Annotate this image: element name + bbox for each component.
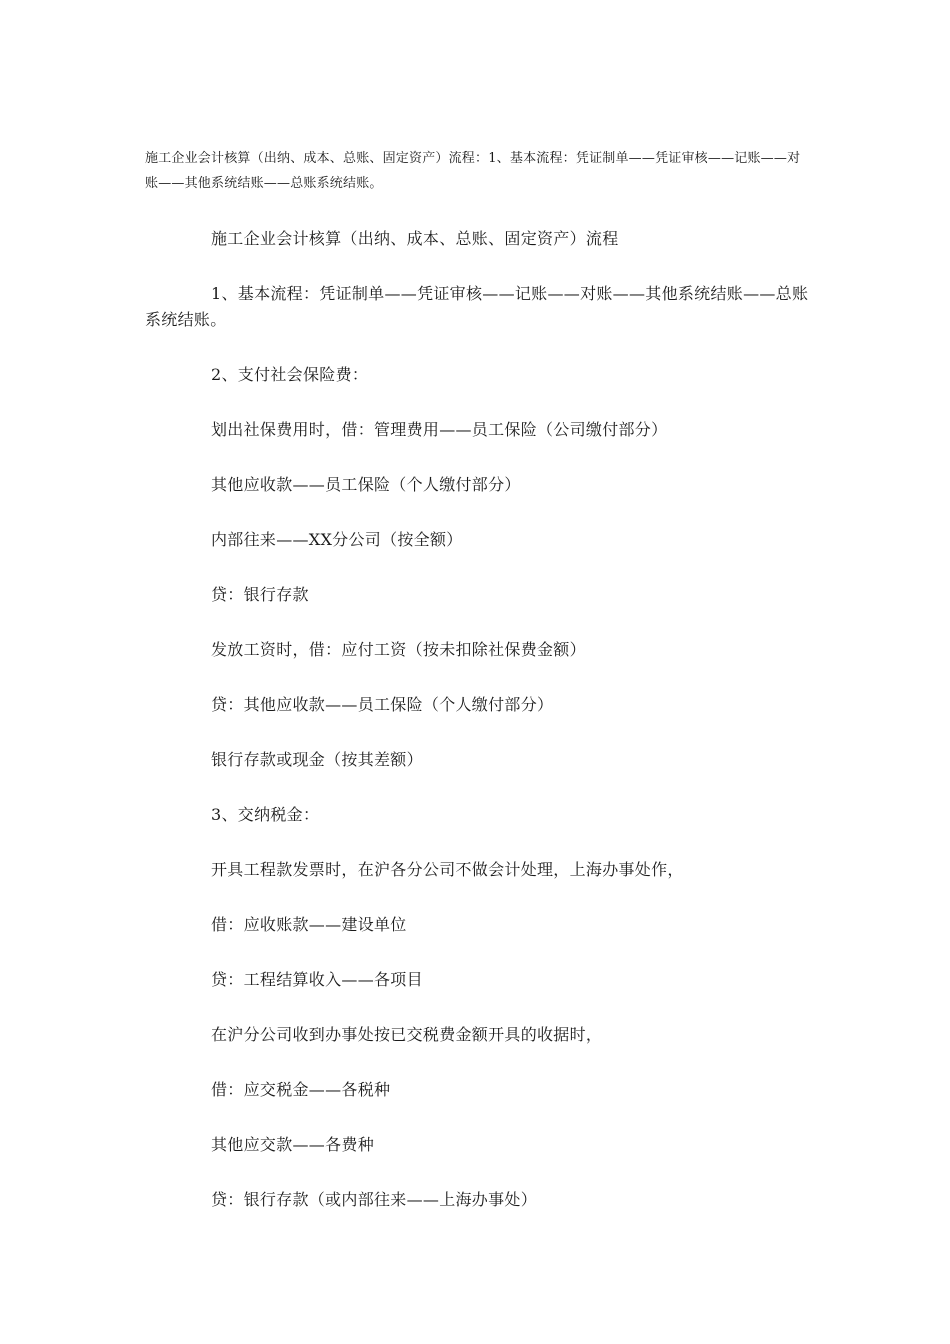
paragraph: 贷：工程结算收入——各项目 <box>211 970 423 989</box>
doc-title: 施工企业会计核算（出纳、成本、总账、固定资产）流程 <box>211 229 619 248</box>
paragraph: 贷：银行存款 <box>211 585 309 604</box>
paragraph: 开具工程款发票时，在沪各分公司不做会计处理，上海办事处作， <box>211 860 684 879</box>
summary-paragraph: 施工企业会计核算（出纳、成本、总账、固定资产）流程：1、基本流程：凭证制单——凭证审核——记账——对账——其他系统结账——总账系统结账。 <box>145 151 801 191</box>
document-body <box>145 226 810 1213</box>
paragraph: 借：应交税金——各税种 <box>211 1080 391 1099</box>
paragraph: 发放工资时，借：应付工资（按未扣除社保费金额） <box>211 640 586 659</box>
paragraph: 其他应收款——员工保险（个人缴付部分） <box>211 475 521 494</box>
section-basic-flow: 1、基本流程：凭证制单——凭证审核——记账——对账——其他系统结账——总账系统结账。 <box>145 284 809 329</box>
paragraph: 借：应收账款——建设单位 <box>211 915 407 934</box>
paragraph: 其他应交款——各费种 <box>211 1135 375 1154</box>
paragraph: 贷：银行存款（或内部往来——上海办事处） <box>211 1190 538 1209</box>
paragraph: 划出社保费用时，借：管理费用——员工保险（公司缴付部分） <box>211 420 668 439</box>
section-social-insurance: 2、支付社会保险费： <box>211 365 369 384</box>
paragraph: 贷：其他应收款——员工保险（个人缴付部分） <box>211 695 554 714</box>
paragraph: 在沪分公司收到办事处按已交税费金额开具的收据时， <box>211 1025 603 1044</box>
section-taxes: 3、交纳税金： <box>211 805 320 824</box>
paragraph: 银行存款或现金（按其差额） <box>211 750 423 769</box>
paragraph: 内部往来——XX分公司（按全额） <box>211 530 463 549</box>
